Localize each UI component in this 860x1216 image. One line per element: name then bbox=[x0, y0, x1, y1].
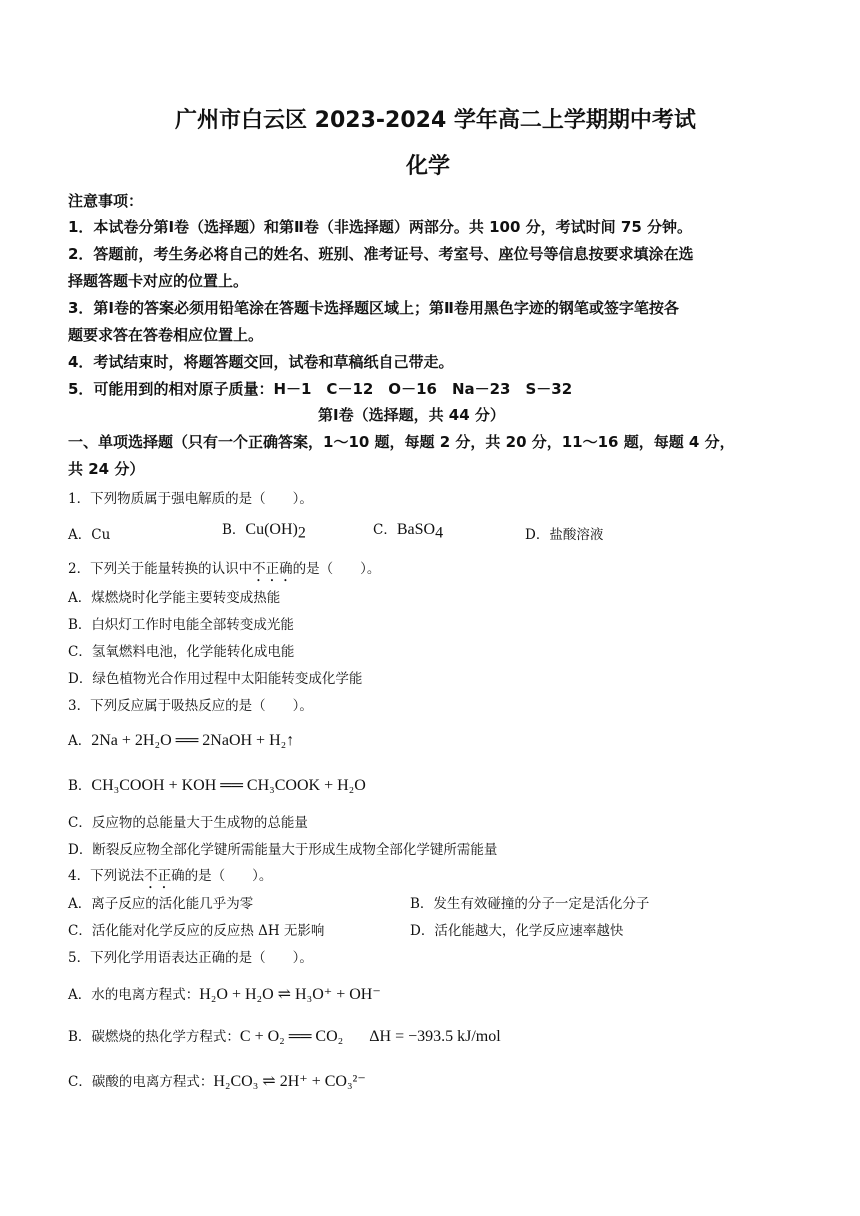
q3-option-b: B．CH₃COOH + KOH ══ CH₃COOK + H₂O bbox=[68, 777, 366, 794]
q3-option-d: D．断裂反应物全部化学键所需能量大于形成生成物全部化学键所需能量 bbox=[68, 842, 498, 858]
section-title: 第Ⅰ卷（选择题，共 44 分） bbox=[318, 406, 505, 424]
part-heading-cont: 共 24 分） bbox=[68, 460, 145, 478]
q5-option-b: B．碳燃烧的热化学方程式：C + O₂ ══ CO₂ ΔH = −393.5 kJ/mol bbox=[68, 1028, 501, 1045]
q1-option-c: C．BaSO$_4$ bbox=[373, 521, 444, 542]
question-4-stem: 4．下列说法不正确的是（ ）。 bbox=[68, 868, 273, 884]
q3-option-a: A．2Na + 2H₂O ══ 2NaOH + H₂↑ bbox=[68, 732, 295, 749]
q4-option-b: B．发生有效碰撞的分子一定是活化分子 bbox=[410, 896, 650, 912]
q1-option-a: A．Cu bbox=[68, 527, 111, 543]
notice-item: 择题答题卡对应的位置上。 bbox=[68, 272, 249, 290]
q1-option-b: B．$Cu(OH)_2$ bbox=[222, 521, 306, 542]
question-3-stem: 3．下列反应属于吸热反应的是（ ）。 bbox=[68, 698, 313, 714]
equation: H₂CO₃ ⇌ 2H⁺ + CO₃²⁻ bbox=[213, 1073, 366, 1090]
emphasis-not-correct: 不正确 bbox=[252, 561, 293, 577]
subject-title: 化学 bbox=[406, 154, 451, 179]
q2-option-b: B．白炽灯工作时电能全部转变成光能 bbox=[68, 617, 294, 633]
equation: H₂O + H₂O ⇌ H₃O⁺ + OH⁻ bbox=[199, 986, 381, 1003]
equation: CH₃COOH + KOH ══ CH₃COOK + H₂O bbox=[91, 777, 366, 794]
question-1-stem: 1．下列物质属于强电解质的是（ ）。 bbox=[68, 491, 313, 507]
q2-option-c: C．氢氧燃料电池，化学能转化成电能 bbox=[68, 644, 295, 660]
exam-title: 广州市白云区 2023-2024 学年高二上学期期中考试 bbox=[175, 108, 696, 133]
notice-item: 5．可能用到的相对原子质量：H－1 C－12 O－16 Na－23 S－32 bbox=[68, 380, 573, 398]
equation: C + O₂ ══ CO₂ bbox=[239, 1028, 344, 1045]
q2-option-a: A．煤燃烧时化学能主要转变成热能 bbox=[68, 590, 281, 606]
notice-heading: 注意事项： bbox=[68, 192, 144, 210]
question-2-stem: 2．下列关于能量转换的认识中不正确的是（ ）。 bbox=[68, 561, 381, 577]
q4-option-a: A．离子反应的活化能几乎为零 bbox=[68, 896, 254, 912]
notice-item: 题要求答在答卷相应位置上。 bbox=[68, 326, 264, 344]
notice-item: 3．第Ⅰ卷的答案必须用铅笔涂在答题卡选择题区域上；第Ⅱ卷用黑色字迹的钢笔或签字笔按各 bbox=[68, 299, 679, 317]
q1-option-d: D．盐酸溶液 bbox=[525, 527, 604, 543]
enthalpy-value: ΔH = −393.5 kJ/mol bbox=[369, 1028, 501, 1045]
emphasis-not-correct: 不正 bbox=[144, 868, 172, 884]
q3-option-c: C．反应物的总能量大于生成物的总能量 bbox=[68, 815, 308, 831]
notice-item: 1．本试卷分第Ⅰ卷（选择题）和第Ⅱ卷（非选择题）两部分。共 100 分，考试时间 75 分钟。 bbox=[68, 218, 692, 236]
q5-option-c: C．碳酸的电离方程式：H₂CO₃ ⇌ 2H⁺ + CO₃²⁻ bbox=[68, 1073, 366, 1090]
q5-option-a: A．水的电离方程式：H₂O + H₂O ⇌ H₃O⁺ + OH⁻ bbox=[68, 986, 381, 1003]
notice-item: 2．答题前，考生务必将自己的姓名、班别、准考证号、考室号、座位号等信息按要求填涂在选 bbox=[68, 245, 694, 263]
notice-item: 4．考试结束时，将题答题交回，试卷和草稿纸自己带走。 bbox=[68, 353, 454, 371]
q4-option-d: D．活化能越大，化学反应速率越快 bbox=[410, 923, 624, 939]
q4-option-c: C．活化能对化学反应的反应热 ΔH 无影响 bbox=[68, 923, 325, 939]
q2-option-d: D．绿色植物光合作用过程中太阳能转变成化学能 bbox=[68, 671, 363, 687]
equation: 2Na + 2H₂O ══ 2NaOH + H₂↑ bbox=[91, 732, 295, 749]
part-heading: 一、单项选择题（只有一个正确答案，1～10 题，每题 2 分，共 20 分，11～16 题，每题 4 分， bbox=[68, 433, 735, 451]
question-5-stem: 5．下列化学用语表达正确的是（ ）。 bbox=[68, 950, 313, 966]
